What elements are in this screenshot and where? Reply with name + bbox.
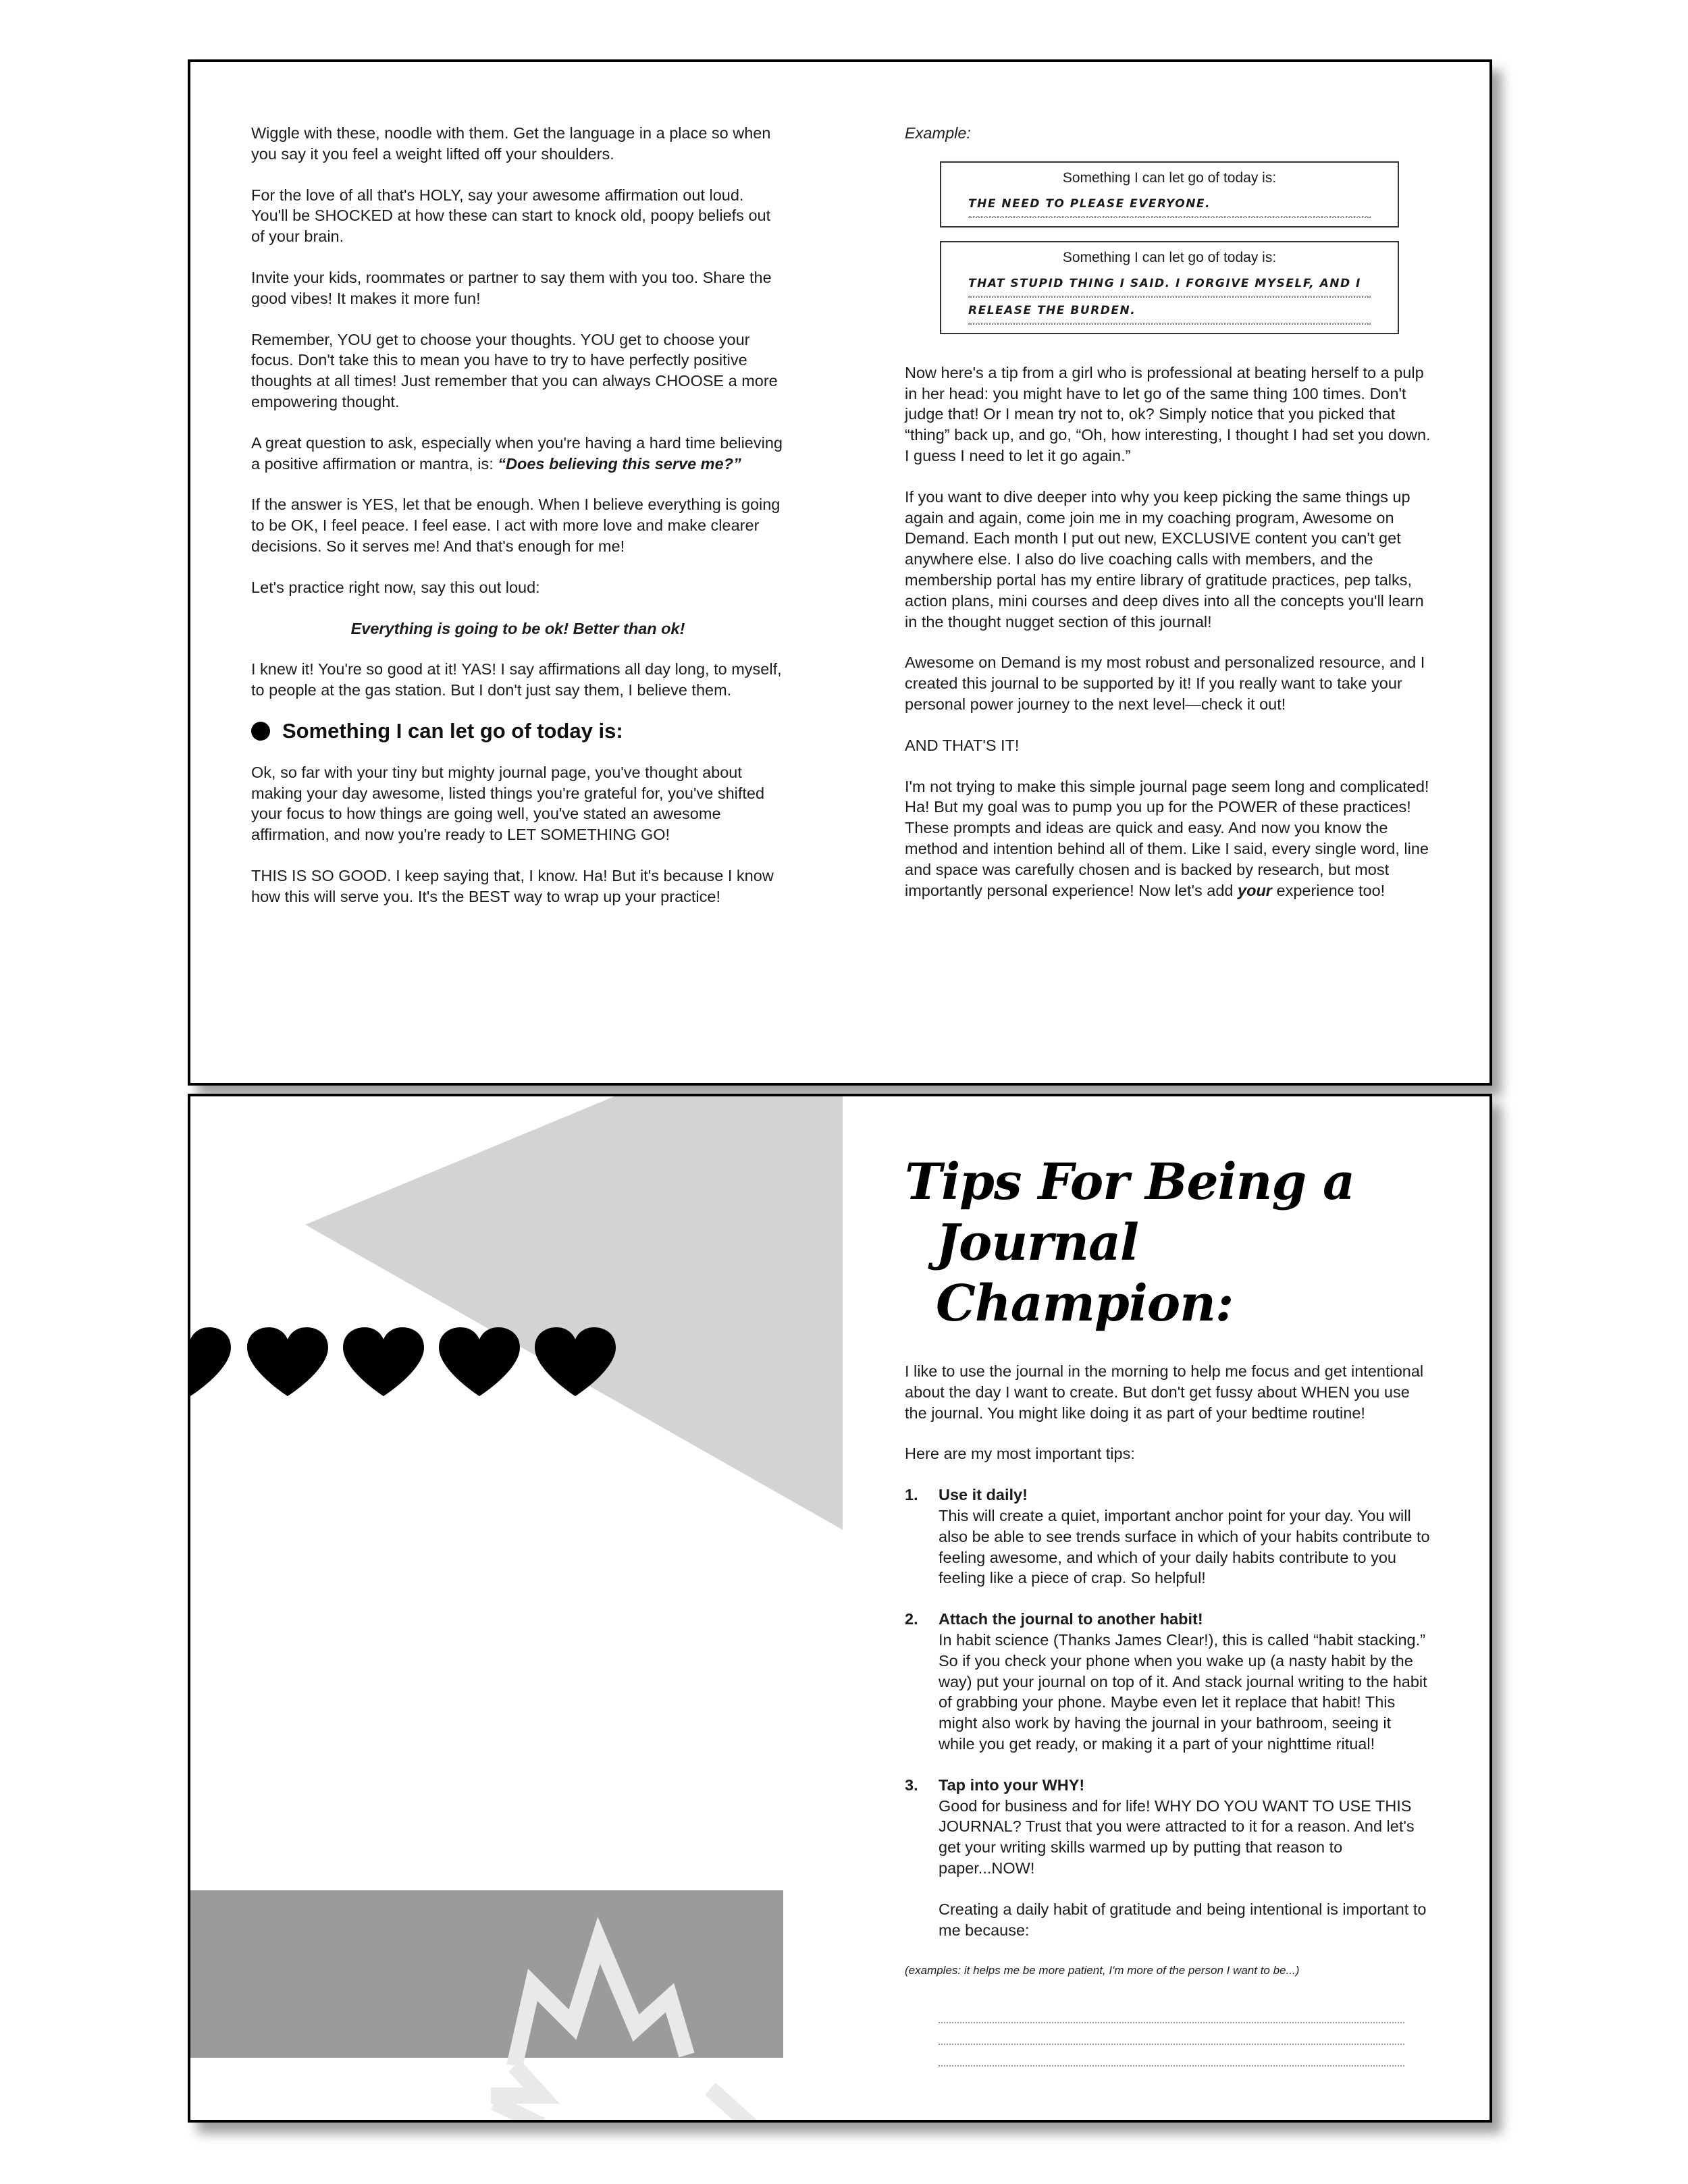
paragraph: If the answer is YES, let that be enough. When I believe everything is going to be OK, I feel peace. I feel ease. I act with more love and make clearer decisions. So it serves me! And that's enough for me!	[251, 496, 781, 555]
intro-paragraph: I like to use the journal in the morning to help me focus and get intentional about the day I want to create. But don't get fussy about WHEN you use the journal. You might like doing it as part of your bedtime routine!	[905, 1362, 1424, 1422]
left-page-text	[251, 123, 785, 928]
example-label: Example:	[905, 124, 971, 142]
example-box-title: Something I can let go of today is:	[1062, 249, 1277, 265]
heart-icon	[247, 1327, 328, 1396]
right-page-text	[905, 123, 1431, 921]
tip-body: In habit science (Thanks James Clear!), this is called “habit stacking.” So if you check your phone when you wake up (a nasty habit by the way) put your journal on top of it. And stack journal writing to the habit of grabbing your phone. Maybe even let it replace that habit! This might also work by having the journal in your bathroom, seeing it while you get ready, or making it a part of your nighttime ritual!	[939, 1630, 1427, 1753]
paragraph: I knew it! You're so good at it! YAS! I say affirmations all day long, to myself, to people at the gas station. But I don't just say them, I believe them.	[251, 660, 782, 699]
paragraph-text: experience too!	[1271, 881, 1386, 899]
tip-title: Attach the journal to another habit!	[939, 1610, 1203, 1628]
tip-item	[905, 1775, 1431, 1879]
journal-spread-1	[188, 59, 1492, 1086]
decorative-artwork	[190, 1096, 843, 2123]
heart-icon	[190, 1327, 231, 1396]
paragraph: Wiggle with these, noodle with them. Get the language in a place so when you say it you feel a weight lifted off your shoulders.	[251, 124, 771, 163]
paragraph: Let's practice right now, say this out loud:	[251, 578, 540, 596]
tip-number: 2.	[905, 1610, 918, 1628]
tip-body: This will create a quiet, important anchor point for your day. You will also be able to see trends surface in which of your habits contribute to feeling awesome, and which of your daily habits contribute to you feeling like a piece of crap. So helpful!	[939, 1506, 1430, 1587]
paragraph: AND THAT'S IT!	[905, 736, 1020, 754]
paragraph: THIS IS SO GOOD. I keep saying that, I know. Ha! But it's because I know how this will serve you. It's the BEST way to wrap up your practice!	[251, 866, 774, 905]
example-answer: THE NEED TO PLEASE EVERYONE.	[968, 191, 1371, 218]
paragraph: If you want to dive deeper into why you keep picking the same things up again and again, come join me in my coaching program, Awesome on Demand. Each month I put out new, EXCLUSIVE content you can't get anywhere else. I also do live coaching calls with members, and the membership portal has my entire library of gratitude practices, pep talks, action plans, mini courses and deep dives into all the concepts you'll learn in the thought nugget section of this journal!	[905, 487, 1424, 631]
emphasis-question: “Does believing this serve me?”	[498, 454, 741, 473]
gray-triangle-shape	[305, 1096, 843, 1530]
tip-item	[905, 1609, 1431, 1755]
writing-line[interactable]	[939, 2002, 1404, 2023]
tips-list	[905, 1485, 1431, 1879]
writing-prompt: Creating a daily habit of gratitude and being intentional is important to me because:	[939, 1900, 1427, 1939]
heart-icon	[439, 1327, 520, 1396]
page-title-line: Tips For Being a	[905, 1153, 1354, 1211]
gray-band-shape	[190, 1890, 783, 2058]
tips-intro: Here are my most important tips:	[905, 1445, 1135, 1463]
writing-line[interactable]	[939, 2045, 1404, 2067]
tip-item	[905, 1485, 1431, 1589]
example-box	[940, 161, 1399, 228]
example-box	[940, 241, 1399, 334]
paragraph: Ok, so far with your tiny but mighty journal page, you've thought about making your day awesome, listed things you're grateful for, you've shifted your focus to how things are going well, you've stated an awesome affirmation, and now you're ready to LET SOMETHING GO!	[251, 763, 765, 844]
page-title-line: Journal Champion:	[936, 1214, 1234, 1333]
paragraph: Now here's a tip from a girl who is professional at beating herself to a pulp in her head: you might have to let go of the same thing 100 times. Don't judge that! Or I mean try not to, ok? Simply notice that you picked that “thing” back up, and go, “Oh, how interesting, I thought I had set you down. I guess I need to let it go again.”	[905, 363, 1431, 464]
example-answer-line: THAT STUPID THING I SAID. I FORGIVE MYSELF, AND I	[968, 271, 1371, 298]
affirmation: Everything is going to be ok! Better than ok!	[350, 619, 685, 637]
tips-page	[905, 1137, 1431, 2067]
tip-body: Good for business and for life! WHY DO YOU WANT TO USE THIS JOURNAL? Trust that you were attracted to it for a reason. And let's get your writing skills warmed up by putting that reason to paper...NOW!	[939, 1796, 1415, 1877]
tip-number: 1.	[905, 1486, 918, 1504]
paragraph: Awesome on Demand is my most robust and personalized resource, and I created this journal to be supported by it! If you really want to take your personal power journey to the next level—check it out!	[905, 654, 1425, 713]
paragraph-text: A great question to ask, especially when you're having a hard time believing a positive affirmation or mantra, is:	[251, 433, 783, 473]
section-heading-text: Something I can let go of today is:	[282, 718, 623, 743]
paragraph: For the love of all that's HOLY, say your awesome affirmation out loud. You'll be SHOCKED at how these can start to knock old, poopy beliefs out of your brain.	[251, 186, 771, 246]
example-answer-line: RELEASE THE BURDEN.	[968, 298, 1371, 325]
paragraph: Invite your kids, roommates or partner to say them with you too. Share the good vibes! It makes it more fun!	[251, 268, 772, 307]
journal-spread-2	[188, 1094, 1492, 2123]
paragraph: Remember, YOU get to choose your thoughts. YOU get to choose your focus. Don't take this to mean you have to try to have perfectly positive thoughts at all times! Just remember that you can always CHOOSE a more empowering thought.	[251, 330, 778, 410]
tip-title: Use it daily!	[939, 1486, 1028, 1504]
bullet-dot-icon	[251, 722, 270, 741]
tip-number: 3.	[905, 1776, 918, 1794]
paragraph-text: I'm not trying to make this simple journal page seem long and complicated! Ha! But my goal was to pump you up for the POWER of these practices! These prompts and ideas are quick and easy. And now you know the method and intention behind all of them. Like I said, every single word, line and space was carefully chosen and is backed by research, but most importantly personal experience! Now let's add	[905, 777, 1429, 899]
emphasis-word: your	[1238, 881, 1272, 899]
paragraph	[905, 776, 1431, 901]
heart-icon	[343, 1327, 424, 1396]
paragraph	[251, 433, 785, 475]
page-title	[905, 1152, 1431, 1334]
examples-hint: (examples: it helps me be more patient, I'm more of the person I want to be...)	[905, 1964, 1300, 1977]
writing-line[interactable]	[939, 2023, 1404, 2045]
tip-title: Tap into your WHY!	[939, 1776, 1085, 1794]
example-box-title: Something I can let go of today is:	[1062, 169, 1277, 186]
section-heading	[251, 718, 785, 743]
